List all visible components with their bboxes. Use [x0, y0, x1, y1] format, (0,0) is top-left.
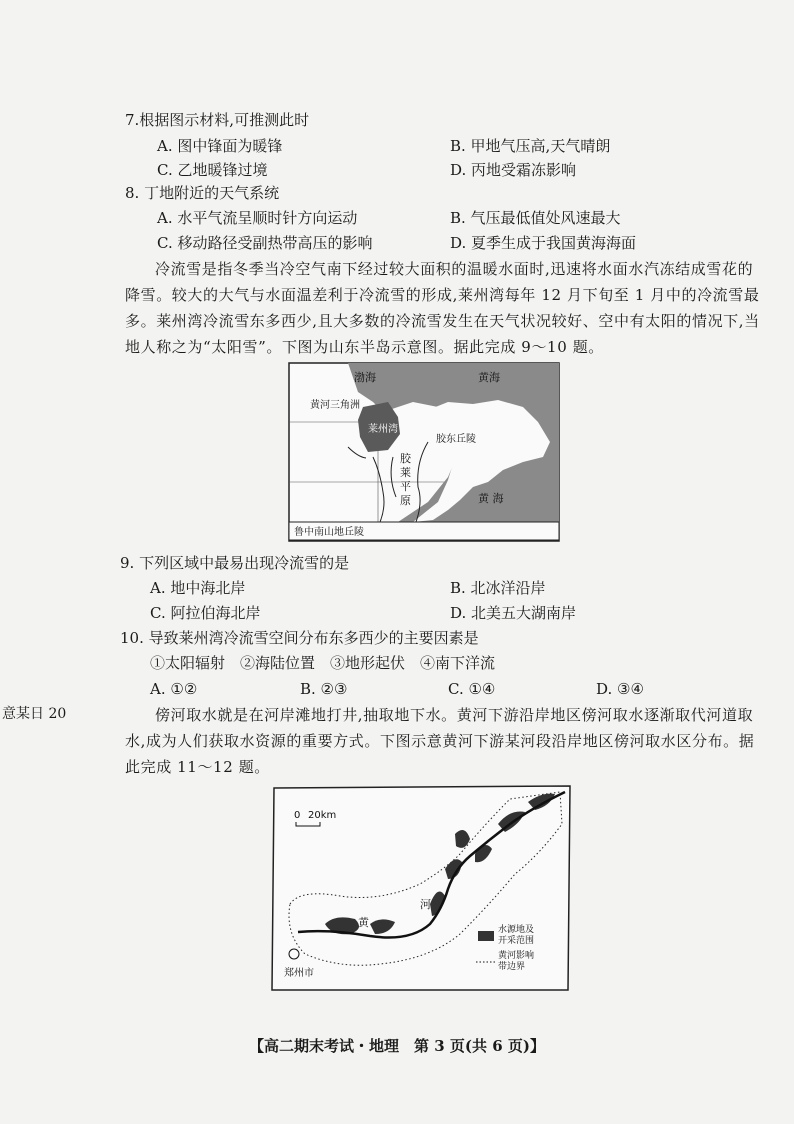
q9-option-b: B. 北冰洋沿岸 [450, 579, 546, 597]
map1-label-jiaolai-1: 胶 [400, 452, 411, 465]
map2-zhengzhou-marker [289, 949, 299, 959]
passage1-line-3: 多。莱州湾冷流雪东多西少,且大多数的冷流雪发生在天气状况较好、空中有太阳的情况下,当 [125, 312, 760, 330]
q7-stem: 7.根据图示材料,可推测此时 [125, 111, 310, 129]
shandong-peninsula-map [288, 362, 560, 542]
q10-stem: 10. 导致莱州湾冷流雪空间分布东多西少的主要因素是 [120, 629, 479, 647]
q7-option-b: B. 甲地气压高,天气晴朗 [450, 137, 611, 155]
q8-option-d: D. 夏季生成于我国黄海海面 [450, 234, 637, 252]
q9-option-a: A. 地中海北岸 [150, 579, 246, 597]
map1-label-huanghai-top: 黄海 [478, 371, 500, 384]
q10-option-b: B. ②③ [300, 680, 348, 698]
passage1-line-2: 降雪。较大的大气与水面温差利于冷流雪的形成,莱州湾每年 12 月下旬至 1 月中的冷流雪最 [125, 286, 760, 304]
page-footer: 【高二期末考试・地理 第 3 页(共 6 页)】 [249, 1037, 545, 1055]
map2-river-label-1: 黄 [358, 916, 369, 929]
q8-option-a: A. 水平气流呈顺时针方向运动 [157, 209, 358, 227]
q8-option-b: B. 气压最低值处风速最大 [450, 209, 621, 227]
map2-river-label-2: 河 [420, 898, 431, 911]
q9-stem: 9. 下列区域中最易出现冷流雪的是 [120, 554, 350, 572]
q7-option-a: A. 图中锋面为暖锋 [157, 137, 283, 155]
margin-note: 意某日 20 [2, 706, 67, 722]
q10-option-c: C. ①④ [448, 680, 496, 698]
yellow-river-map [270, 784, 572, 992]
map1-label-jiaolai-4: 原 [400, 494, 411, 507]
map1-label-jiaodong: 胶东丘陵 [436, 434, 476, 445]
map2-legend-water-swatch [478, 931, 494, 941]
passage1-line-4: 地人称之为“太阳雪”。下图为山东半岛示意图。据此完成 9～10 题。 [125, 338, 604, 356]
map1-label-jiaolai-3: 平 [400, 480, 411, 493]
map2-scale-zero: 0 [294, 810, 301, 821]
map1-label-huanghai-bottom: 黄 海 [478, 492, 504, 505]
passage-riverside-water [125, 702, 755, 780]
map2-scale-text: 20km [308, 810, 337, 821]
map1-label-bohai: 渤海 [354, 371, 376, 384]
map1-label-laizhou: 莱州湾 [368, 424, 398, 435]
map2-legend1-line1: 水源地及 [498, 925, 535, 935]
q10-option-a: A. ①② [150, 680, 198, 698]
q9-option-d: D. 北美五大湖南岸 [450, 604, 577, 622]
passage2-line-1: 傍河取水就是在河岸滩地打井,抽取地下水。黄河下游沿岸地区傍河取水逐渐取代河道取 [155, 706, 754, 724]
map2-legend1-line2: 开采范围 [498, 936, 535, 946]
q7-option-d: D. 丙地受霜冻影响 [450, 161, 577, 179]
map2-legend2-line1: 黄河影响 [498, 951, 535, 961]
map2-legend2-line2: 带边界 [498, 962, 526, 972]
q10-option-d: D. ③④ [596, 680, 644, 698]
passage-cold-flow-snow [125, 256, 760, 360]
q8-option-c: C. 移动路径受副热带高压的影响 [157, 234, 373, 252]
q9-option-c: C. 阿拉伯海北岸 [150, 604, 261, 622]
q7-option-c: C. 乙地暖锋过境 [157, 161, 268, 179]
map2-city-label: 郑州市 [284, 968, 314, 979]
passage2-line-2: 水,成为人们获取水资源的重要方式。下图示意黄河下游某河段沿岸地区傍河取水区分布。据 [125, 732, 755, 750]
passage1-line-1: 冷流雪是指冬季当冷空气南下经过较大面积的温暖水面时,迅速将水面水汽冻结成雪花的 [155, 260, 754, 278]
q10-factors: ①太阳辐射 ②海陆位置 ③地形起伏 ④南下洋流 [150, 654, 496, 672]
map1-label-delta: 黄河三角洲 [310, 400, 360, 411]
passage2-line-3: 此完成 11～12 题。 [125, 758, 270, 776]
map1-label-jiaolai-2: 莱 [400, 466, 411, 479]
q8-stem: 8. 丁地附近的天气系统 [125, 184, 280, 202]
map1-label-luzhongnan: 鲁中南山地丘陵 [294, 527, 364, 538]
